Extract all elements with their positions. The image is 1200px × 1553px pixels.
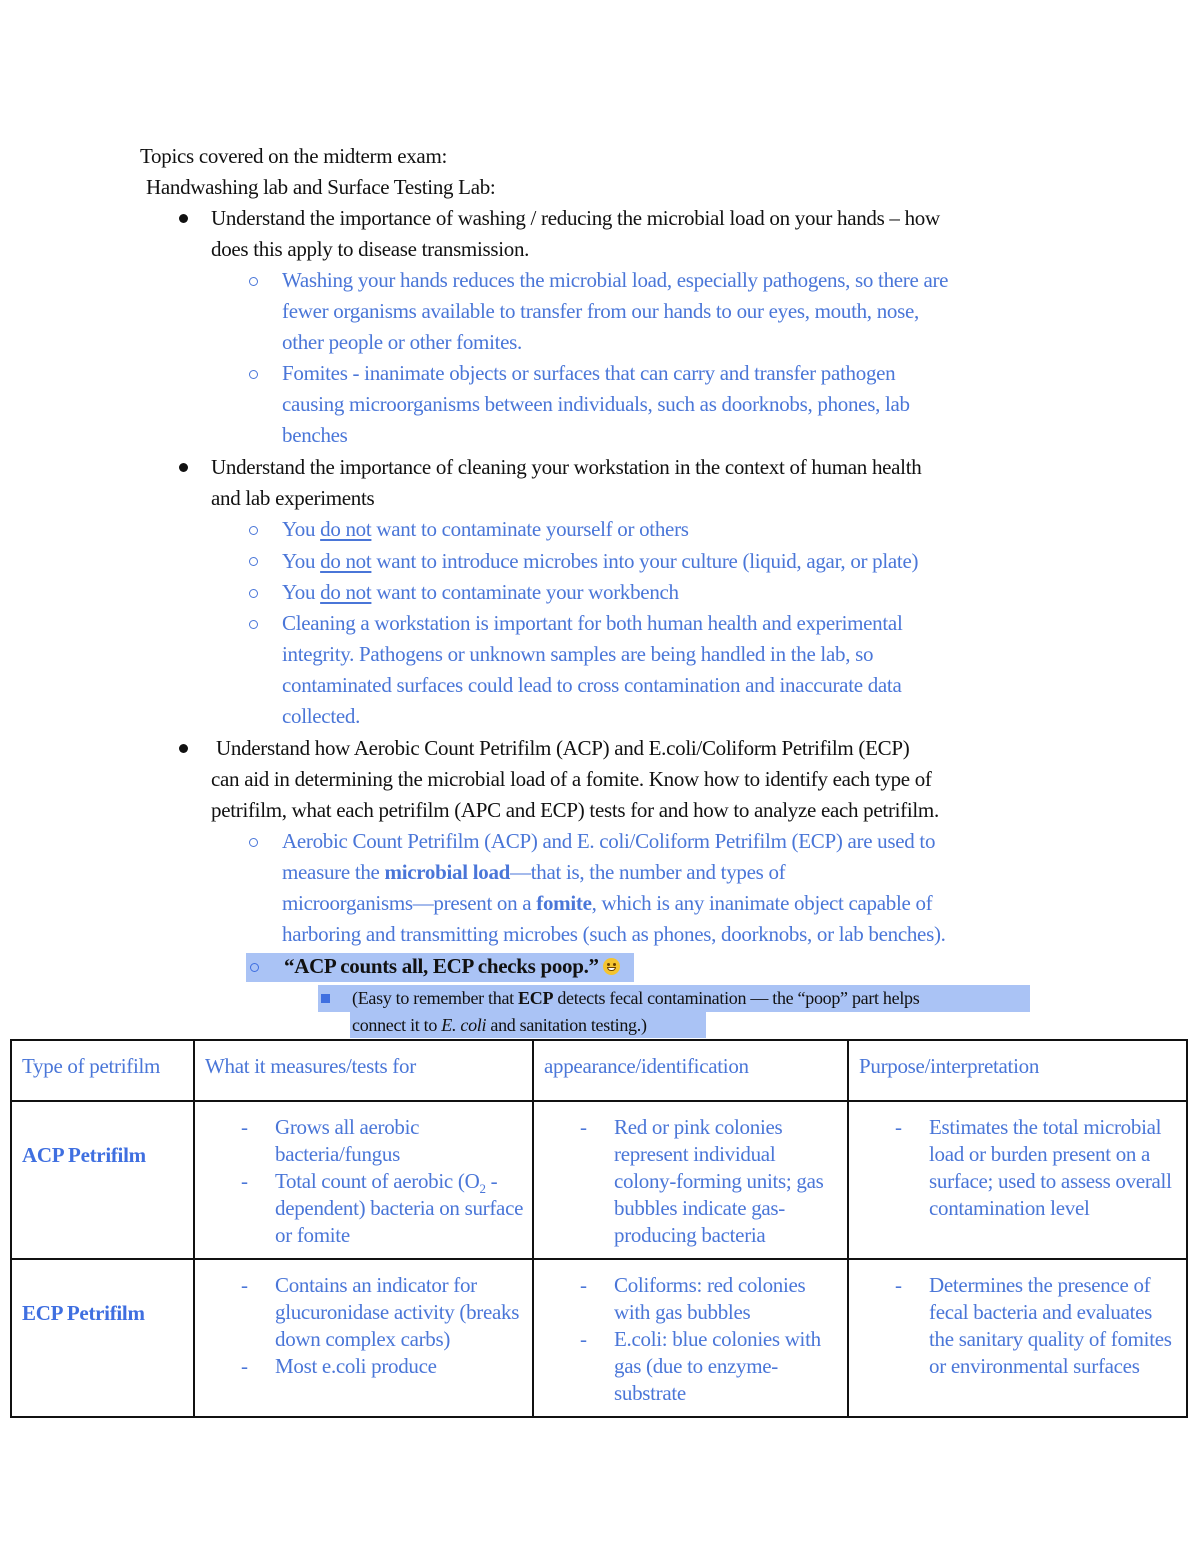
section3-heading-line3: petrifilm, what each petrifilm (APC and ECP) tests for and how to analyze each petrifilm. — [211, 798, 939, 822]
bullet-disc-icon — [179, 744, 188, 753]
section1-sub2-line2: causing microorganisms between individuals, such as doorknobs, phones, lab — [282, 392, 910, 416]
section2-heading-line2: and lab experiments — [211, 486, 375, 510]
ecp-measures-1: - Contains an indicator for glucuronidase activity (breaks down complex carbs) — [195, 1272, 526, 1353]
grinning-face-icon — [603, 958, 620, 975]
section1-sub1-line2: fewer organisms available to transfer from our hands to our eyes, mouth, nose, — [282, 299, 919, 323]
ecp-appearance-2: - E.coli: blue colonies with gas (due to enzyme-substrate — [534, 1326, 841, 1407]
bullet-circle-icon — [249, 277, 258, 286]
bullet-circle-icon — [249, 620, 258, 629]
ecp-appearance-1: - Coliforms: red colonies with gas bubbles — [534, 1272, 841, 1326]
petrifilm-table — [10, 1039, 1188, 1418]
page-title: Topics covered on the midterm exam: — [140, 144, 448, 168]
note-line1: (Easy to remember that ECP detects fecal contamination — the “poop” part helps — [352, 988, 920, 1008]
section1-sub2-line3: benches — [282, 423, 348, 447]
lab-subtitle: Handwashing lab and Surface Testing Lab: — [146, 175, 496, 199]
section1-sub2-line1: Fomites - inanimate objects or surfaces that can carry and transfer pathogen — [282, 361, 896, 385]
section2-sub1: You do not want to contaminate yourself or others — [282, 517, 689, 541]
table-header-row — [11, 1040, 1187, 1101]
section2-sub3: You do not want to contaminate your workbench — [282, 580, 679, 604]
bullet-circle-icon — [249, 838, 258, 847]
acp-appearance-1: - Red or pink colonies represent individual colony-forming units; gas bubbles indicate gas-producing bacteria — [534, 1114, 841, 1249]
section2-sub2: You do not want to introduce microbes into your culture (liquid, agar, or plate) — [282, 549, 919, 573]
header-type: Type of petrifilm — [11, 1040, 194, 1101]
section1-heading-line1: Understand the importance of washing / reducing the microbial load on your hands – how — [211, 206, 940, 230]
header-measures: What it measures/tests for — [194, 1040, 533, 1101]
bullet-disc-icon — [179, 463, 188, 472]
acp-label: ACP Petrifilm — [22, 1143, 146, 1167]
acp-measures-2: - Total count of aerobic ($O_2$ -dependent) bacteria on surface or fomite — [195, 1168, 526, 1249]
acp-measures-1: - Grows all aerobic bacteria/fungus — [195, 1114, 526, 1168]
ecp-purpose-1: - Determines the presence of fecal bacteria and evaluates the sanitary quality of fomites or environmental surfaces — [849, 1272, 1180, 1380]
section3-heading-line1: Understand how Aerobic Count Petrifilm (ACP) and E.coli/Coliform Petrifilm (ECP) — [216, 736, 910, 760]
bullet-circle-icon — [249, 370, 258, 379]
section2-sub4-line3: contaminated surfaces could lead to cross contamination and inaccurate data — [282, 673, 902, 697]
ecp-label: ECP Petrifilm — [22, 1301, 145, 1325]
header-appearance: appearance/identification — [533, 1040, 848, 1101]
section1-heading-line2: does this apply to disease transmission. — [211, 237, 530, 261]
bullet-circle-icon — [250, 963, 259, 972]
ecp-measures-2: - Most e.coli produce — [195, 1353, 526, 1380]
bullet-circle-icon — [249, 526, 258, 535]
note-line2: connect it to E. coli and sanitation testing.) — [352, 1015, 647, 1035]
section2-sub4-line1: Cleaning a workstation is important for both human health and experimental — [282, 611, 903, 635]
section3-sub1-line3: microorganisms—present on a fomite, which is any inanimate object capable of — [282, 891, 933, 915]
header-purpose: Purpose/interpretation — [848, 1040, 1187, 1101]
mnemonic: “ACP counts all, ECP checks poop.” — [284, 951, 620, 982]
bullet-disc-icon — [179, 214, 188, 223]
table-row-acp — [11, 1101, 1187, 1259]
section3-sub1-line1: Aerobic Count Petrifilm (ACP) and E. coli/Coliform Petrifilm (ECP) are used to — [282, 829, 936, 853]
section3-sub1-line2: measure the microbial load—that is, the number and types of — [282, 860, 786, 884]
section1-sub1-line3: other people or other fomites. — [282, 330, 523, 354]
bullet-square-icon — [321, 994, 330, 1003]
bullet-circle-icon — [249, 589, 258, 598]
table-row-ecp — [11, 1259, 1187, 1417]
bullet-circle-icon — [249, 557, 258, 566]
acp-purpose-1: - Estimates the total microbial load or burden present on a surface; used to assess overall contamination level — [849, 1114, 1180, 1222]
section3-heading-line2: can aid in determining the microbial load of a fomite. Know how to identify each type of — [211, 767, 932, 791]
section2-sub4-line4: collected. — [282, 704, 361, 728]
section2-sub4-line2: integrity. Pathogens or unknown samples are being handled in the lab, so — [282, 642, 874, 666]
section1-sub1-line1: Washing your hands reduces the microbial load, especially pathogens, so there are — [282, 268, 949, 292]
section2-heading-line1: Understand the importance of cleaning your workstation in the context of human health — [211, 455, 922, 479]
section3-sub1-line4: harboring and transmitting microbes (such as phones, doorknobs, or lab benches). — [282, 922, 946, 946]
